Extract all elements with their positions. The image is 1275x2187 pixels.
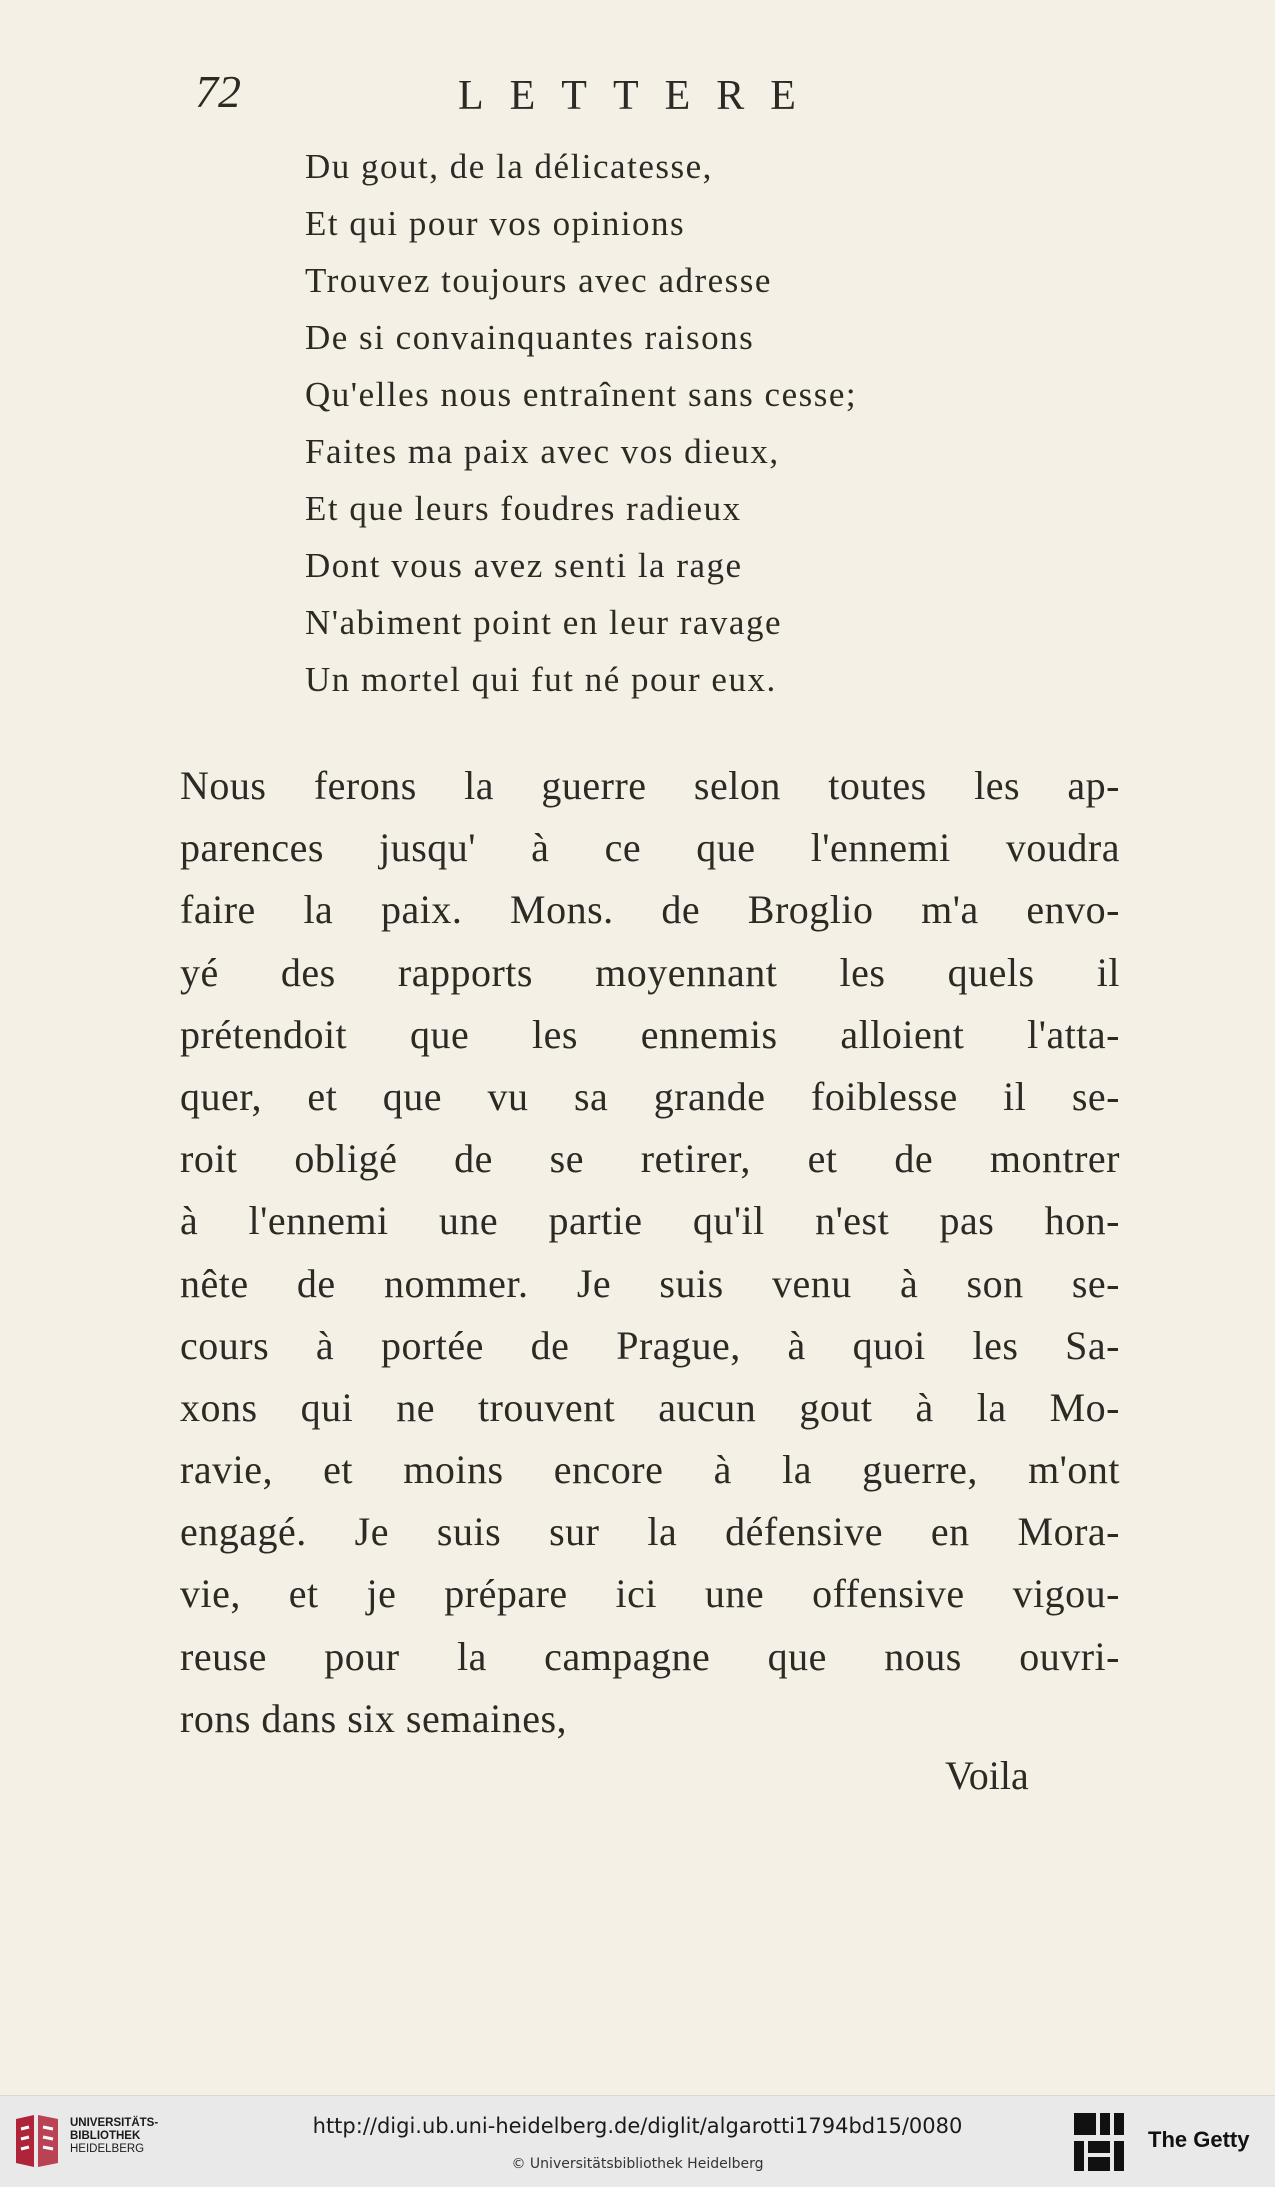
- library-name-line: BIBLIOTHEK: [70, 2130, 141, 2142]
- page-number: 72: [195, 66, 241, 117]
- poem-line: N'abiment point en leur ravage: [305, 603, 782, 642]
- poem-line: Et que leurs foudres radieux: [305, 489, 742, 528]
- poem-line: Du gout, de la délicatesse,: [305, 147, 713, 186]
- prose-line: cours à portée de Prague, à quoi les Sa-: [180, 1322, 1120, 1368]
- prose-line: reuse pour la campagne que nous ouvri-: [180, 1633, 1120, 1679]
- prose-line: faire la paix. Mons. de Broglio m'a envo-: [180, 887, 1120, 933]
- poem-line: Trouvez toujours avec adresse: [305, 261, 772, 300]
- poem-line: Un mortel qui fut né pour eux.: [305, 660, 777, 699]
- partner-name[interactable]: The Getty: [1148, 2127, 1250, 2152]
- viewer-footer: [0, 2095, 1275, 2187]
- prose-line: yé des rapports moyennant les quels il: [180, 949, 1120, 995]
- poem-block: [305, 138, 1085, 708]
- poem-line: Et qui pour vos opinions: [305, 204, 686, 243]
- poem-line: Dont vous avez senti la rage: [305, 546, 743, 585]
- prose-line: engagé. Je suis sur la défensive en Mora-: [180, 1509, 1120, 1555]
- prose-line: rons dans six semaines,: [180, 1695, 568, 1741]
- prose-line: prétendoit que les ennemis alloient l'atta-: [180, 1011, 1120, 1057]
- copyright-notice: © Universitätsbibliothek Heidelberg: [511, 2156, 764, 2172]
- library-name-line: HEIDELBERG: [70, 2143, 145, 2155]
- prose-line: nête de nommer. Je suis venu à son se-: [180, 1260, 1120, 1306]
- getty-logo-icon[interactable]: [1072, 2111, 1126, 2173]
- prose-line: vie, et je prépare ici une offensive vigou-: [180, 1571, 1120, 1617]
- prose-line: xons qui ne trouvent aucun gout à la Mo-: [180, 1384, 1120, 1430]
- prose-paragraph: [180, 755, 1120, 1750]
- prose-line: roit obligé de se retirer, et de montrer: [180, 1136, 1120, 1182]
- running-title: LETTERE: [458, 73, 822, 119]
- poem-line: Qu'elles nous entraînent sans cesse;: [305, 375, 858, 414]
- library-name-line: UNIVERSITÄTS-: [70, 2117, 159, 2129]
- prose-line: quer, et que vu sa grande foiblesse il se-: [180, 1073, 1120, 1119]
- prose-line: ravie, et moins encore à la guerre, m'ont: [180, 1447, 1120, 1493]
- prose-line: Nous ferons la guerre selon toutes les ap-: [180, 763, 1120, 808]
- permalink-url[interactable]: http://digi.ub.uni-heidelberg.de/diglit/algarotti1794bd15/0080: [312, 2114, 963, 2138]
- prose-line: parences jusqu' à ce que l'ennemi voudra: [180, 825, 1120, 871]
- poem-line: Faites ma paix avec vos dieux,: [305, 432, 780, 471]
- poem-line: De si convainquantes raisons: [305, 318, 755, 357]
- prose-line: à l'ennemi une partie qu'il n'est pas hon-: [180, 1198, 1120, 1244]
- catchword: Voila: [945, 1753, 1029, 1798]
